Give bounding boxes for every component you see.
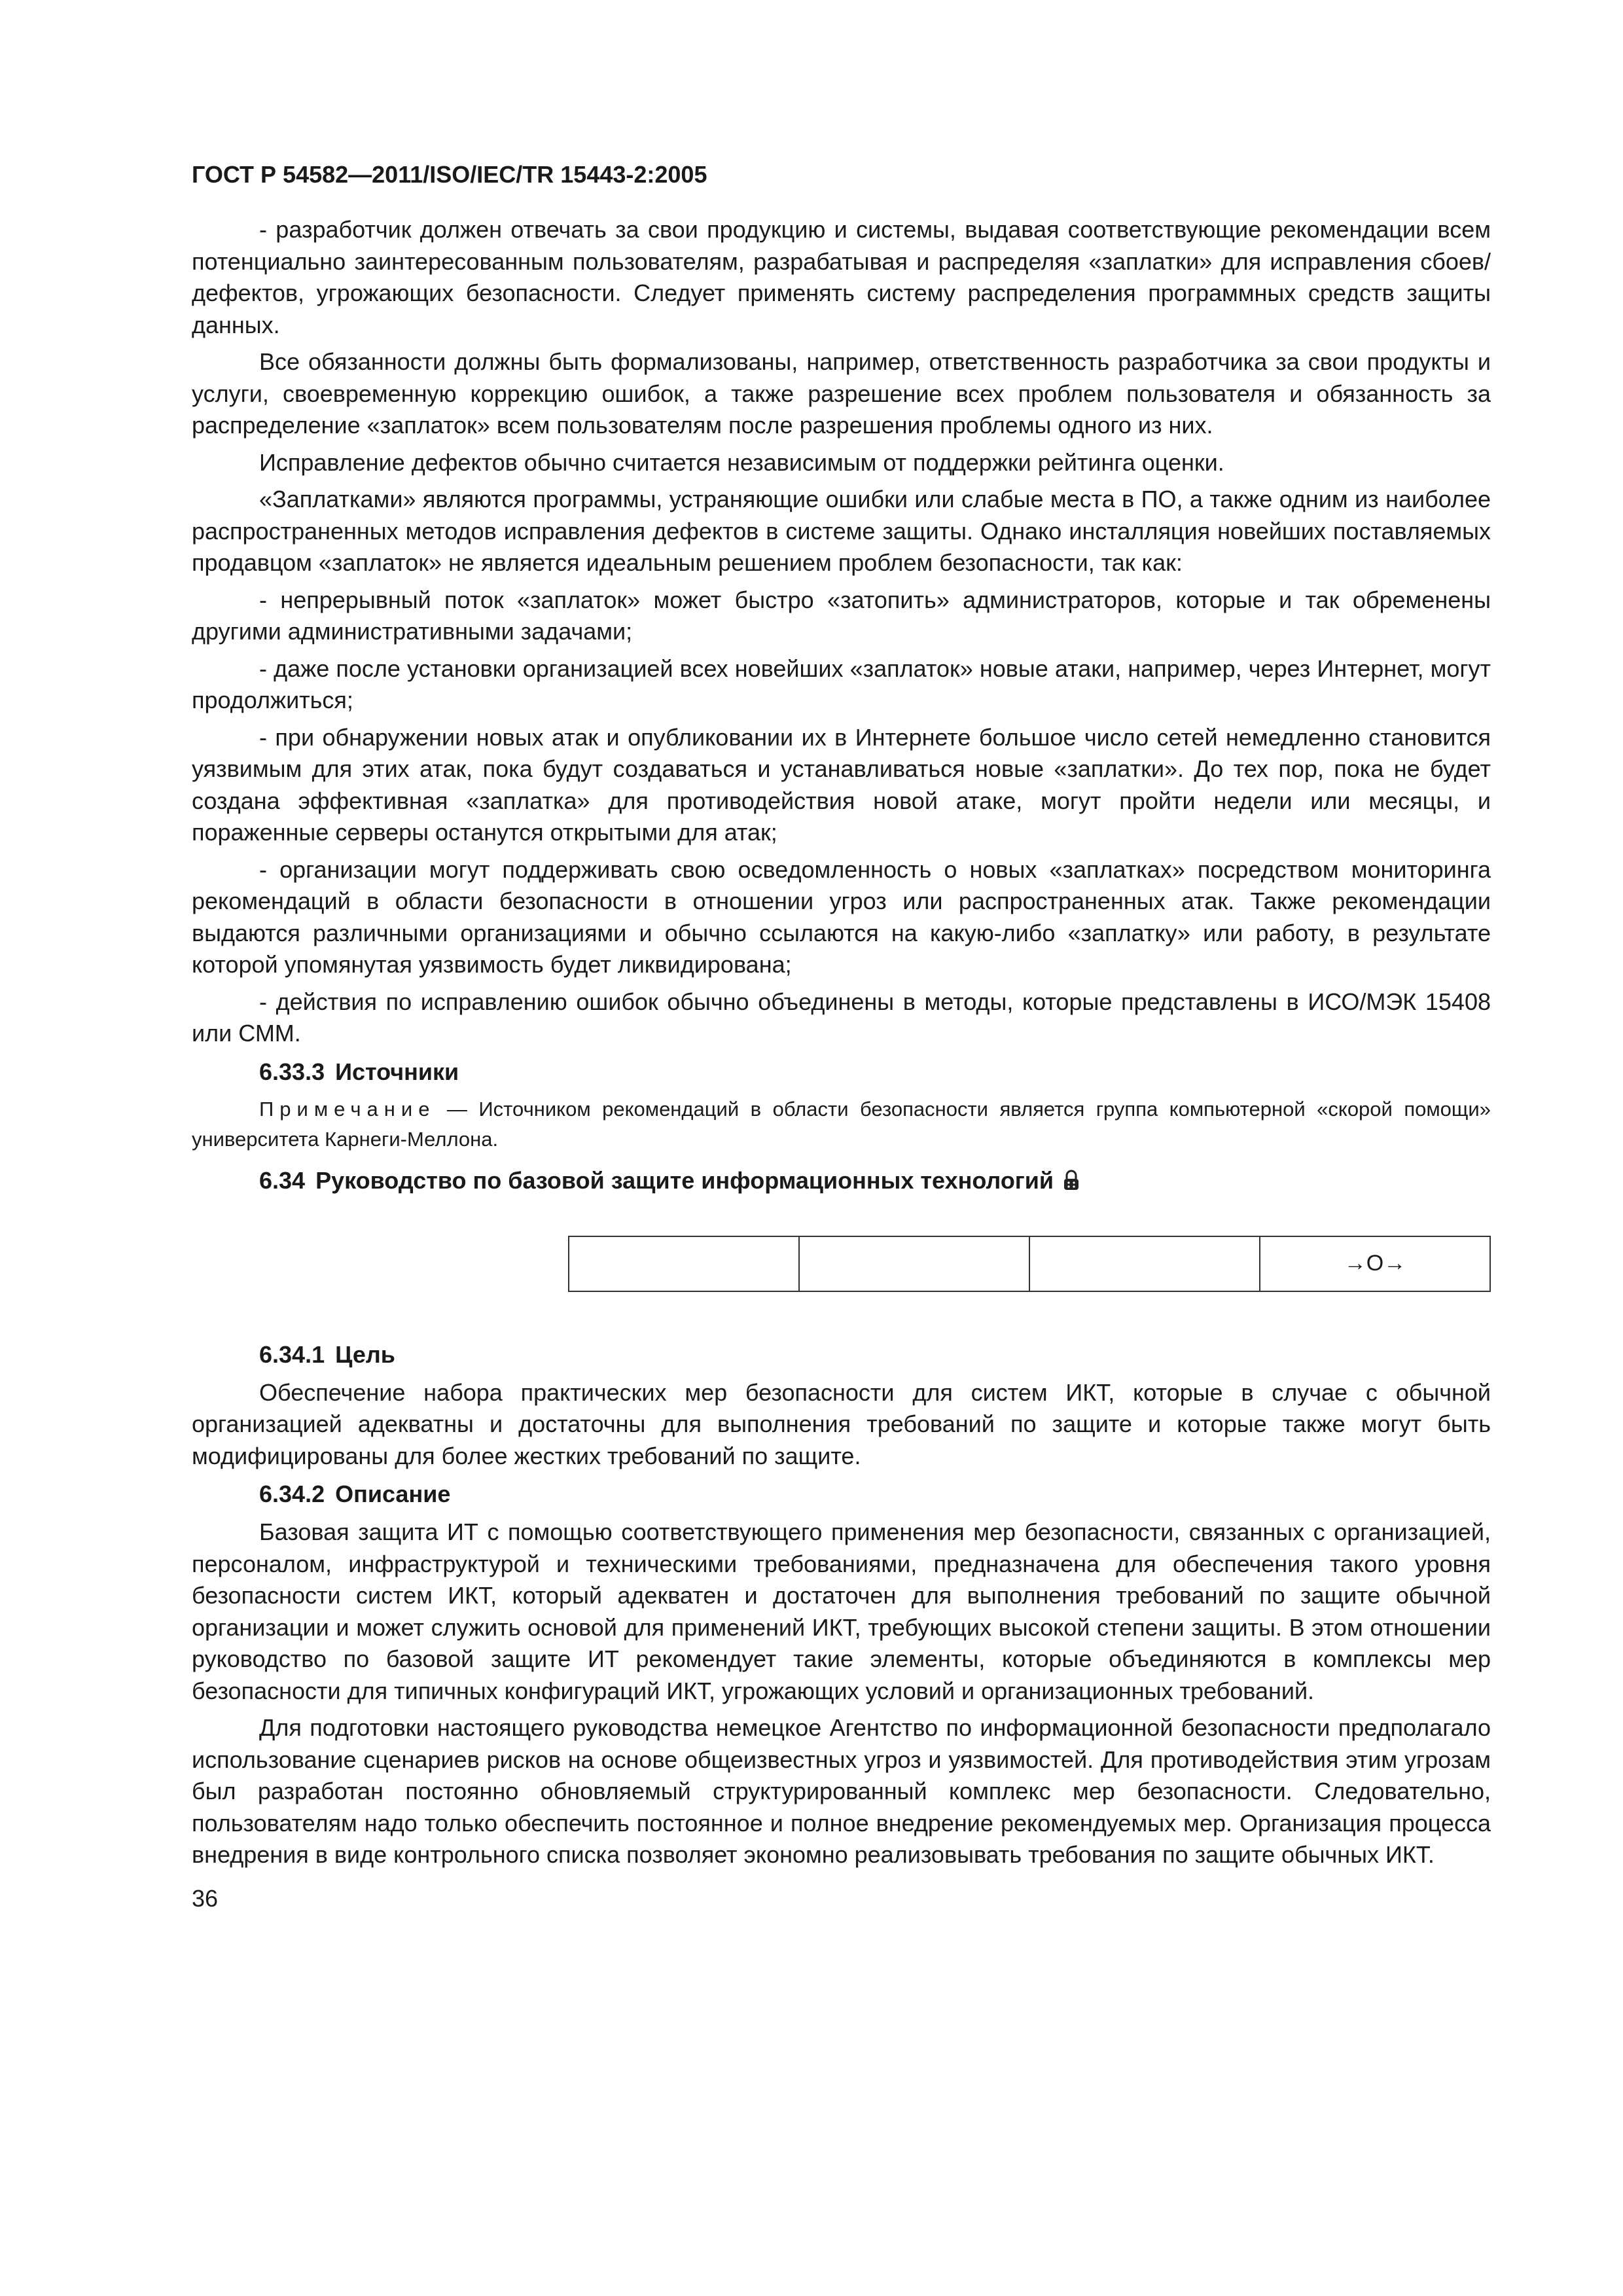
- rating-table: [568, 1236, 1491, 1292]
- section-number: 6.34: [259, 1166, 306, 1194]
- section-title: Источники: [335, 1058, 459, 1085]
- rating-cell: [1030, 1237, 1260, 1291]
- note-text: — Источником рекомендаций в области безопасности является группа компьютерной «скорой помощи» университета Карнеги-Меллона.: [192, 1097, 1491, 1151]
- section-number: 6.34.2: [259, 1480, 325, 1507]
- section-heading-6-34: [259, 1165, 1491, 1196]
- section-title: Описание: [335, 1480, 451, 1507]
- section-heading-6-33-3: [259, 1056, 1491, 1088]
- section-heading-6-34-2: [259, 1479, 1491, 1510]
- section-number: 6.34.1: [259, 1340, 325, 1368]
- note: [192, 1094, 1491, 1155]
- document-header: ГОСТ Р 54582—2011/ISO/IEC/TR 15443-2:2005: [192, 161, 707, 188]
- lock-icon: [1061, 1168, 1081, 1190]
- rating-table-wrapper: [192, 1236, 1491, 1292]
- document-page: [192, 160, 1491, 1913]
- section-heading-6-34-1: [259, 1339, 1491, 1371]
- list-item: - организации могут поддерживать свою осведомленность о новых «заплатках» посредством мониторинга рекомендаций в области безопасности в отношении угроз или распространенных атак. Также рекомендации выдаются различными организациями и обычно ссылаются на какую-либо «заплатку» или работу, в результате которой упомянутая уязвимость будет ликвидирована;: [192, 855, 1491, 978]
- paragraph: Обеспечение набора практических мер безопасности для систем ИКТ, которые в случае с обычной организацией адекватны и достаточны для выполнения требований по защите и которые также могут быть модифицированы для более жестких требований по защите.: [192, 1378, 1491, 1469]
- paragraph: Базовая защита ИТ с помощью соответствующего применения мер безопасности, связанных с организацией, персоналом, инфраструктурой и техническими требованиями, предназначена для обеспечения такого уровня безопасности систем ИКТ, который адекватен и достаточен для выполнения требований по защите обычной организации и может служить основой для применений ИКТ, требующих высокой степени защиты. В этом отношении руководство по базовой защите ИТ рекомендует такие элементы, которые объединяются в комплексы мер безопасности для типичных конфигураций ИКТ, угрожающих условий и организационных требований.: [192, 1518, 1491, 1704]
- rating-cell-arrow: →O→: [1344, 1251, 1406, 1276]
- list-item: - действия по исправлению ошибок обычно объединены в методы, которые представлены в ИСО/МЭК 15408 или СММ.: [192, 988, 1491, 1047]
- paragraph: Все обязанности должны быть формализованы, например, ответственность разработчика за свои продукты и услуги, своевременную коррекцию ошибок, а также разрешение всех проблем пользователя и обязанность за распределение «заплаток» всем пользователям после разрешения проблемы одного из них.: [192, 348, 1491, 439]
- paragraph: Для подготовки настоящего руководства немецкое Агентство по информационной безопасности предполагало использование сценариев рисков на основе общеизвестных угроз и уязвимостей. Для противодействия этим угрозам был разработан постоянно обновляемый структурированный комплекс мер безопасности. Следовательно, пользователям надо только обеспечить постоянное и полное внедрение рекомендуемых мер. Организация процесса внедрения в виде контрольного списка позволяет экономно реализовывать требования по защите обычных ИКТ.: [192, 1714, 1491, 1868]
- section-title: Руководство по базовой защите информационных технологий: [315, 1166, 1054, 1194]
- list-item: - при обнаружении новых атак и опубликовании их в Интернете большое число сетей немедленно становится уязвимым для этих атак, пока будут создаваться и устанавливаться новые «заплатки». До тех пор, пока не будет создана эффективная «заплатка» для противодействия новой атаке, могут пройти недели или месяцы, и пораженные серверы останутся открытыми для атак;: [192, 723, 1491, 846]
- paragraph: - разработчик должен отвечать за свои продукцию и системы, выдавая соответствующие рекомендации всем потенциально заинтересованным пользователям, разрабатывая и распределяя «заплатки» для исправления сбоев/дефектов, угрожающих безопасности. Следует применять систему распределения программных средств защиты данных.: [192, 216, 1491, 338]
- paragraph: Исправление дефектов обычно считается независимым от поддержки рейтинга оценки.: [259, 448, 1224, 476]
- section-number: 6.33.3: [259, 1058, 325, 1085]
- page-number: 36: [192, 1884, 219, 1912]
- paragraph: «Заплатками» являются программы, устраняющие ошибки или слабые места в ПО, а также одним из наиболее распространенных методов исправления дефектов в системе защиты. Однако инсталляция новейших поставляемых продавцом «заплаток» не является идеальным решением проблем безопасности, так как:: [192, 486, 1491, 576]
- rating-cell: [569, 1237, 800, 1291]
- rating-cell: [800, 1237, 1030, 1291]
- list-item: - непрерывный поток «заплаток» может быстро «затопить» администраторов, которые и так обременены другими административными задачами;: [192, 586, 1491, 645]
- section-title: Цель: [335, 1340, 395, 1368]
- list-item: - даже после установки организацией всех новейших «заплаток» новые атаки, например, через Интернет, могут продолжиться;: [192, 655, 1491, 713]
- note-label: Примечание: [259, 1097, 436, 1121]
